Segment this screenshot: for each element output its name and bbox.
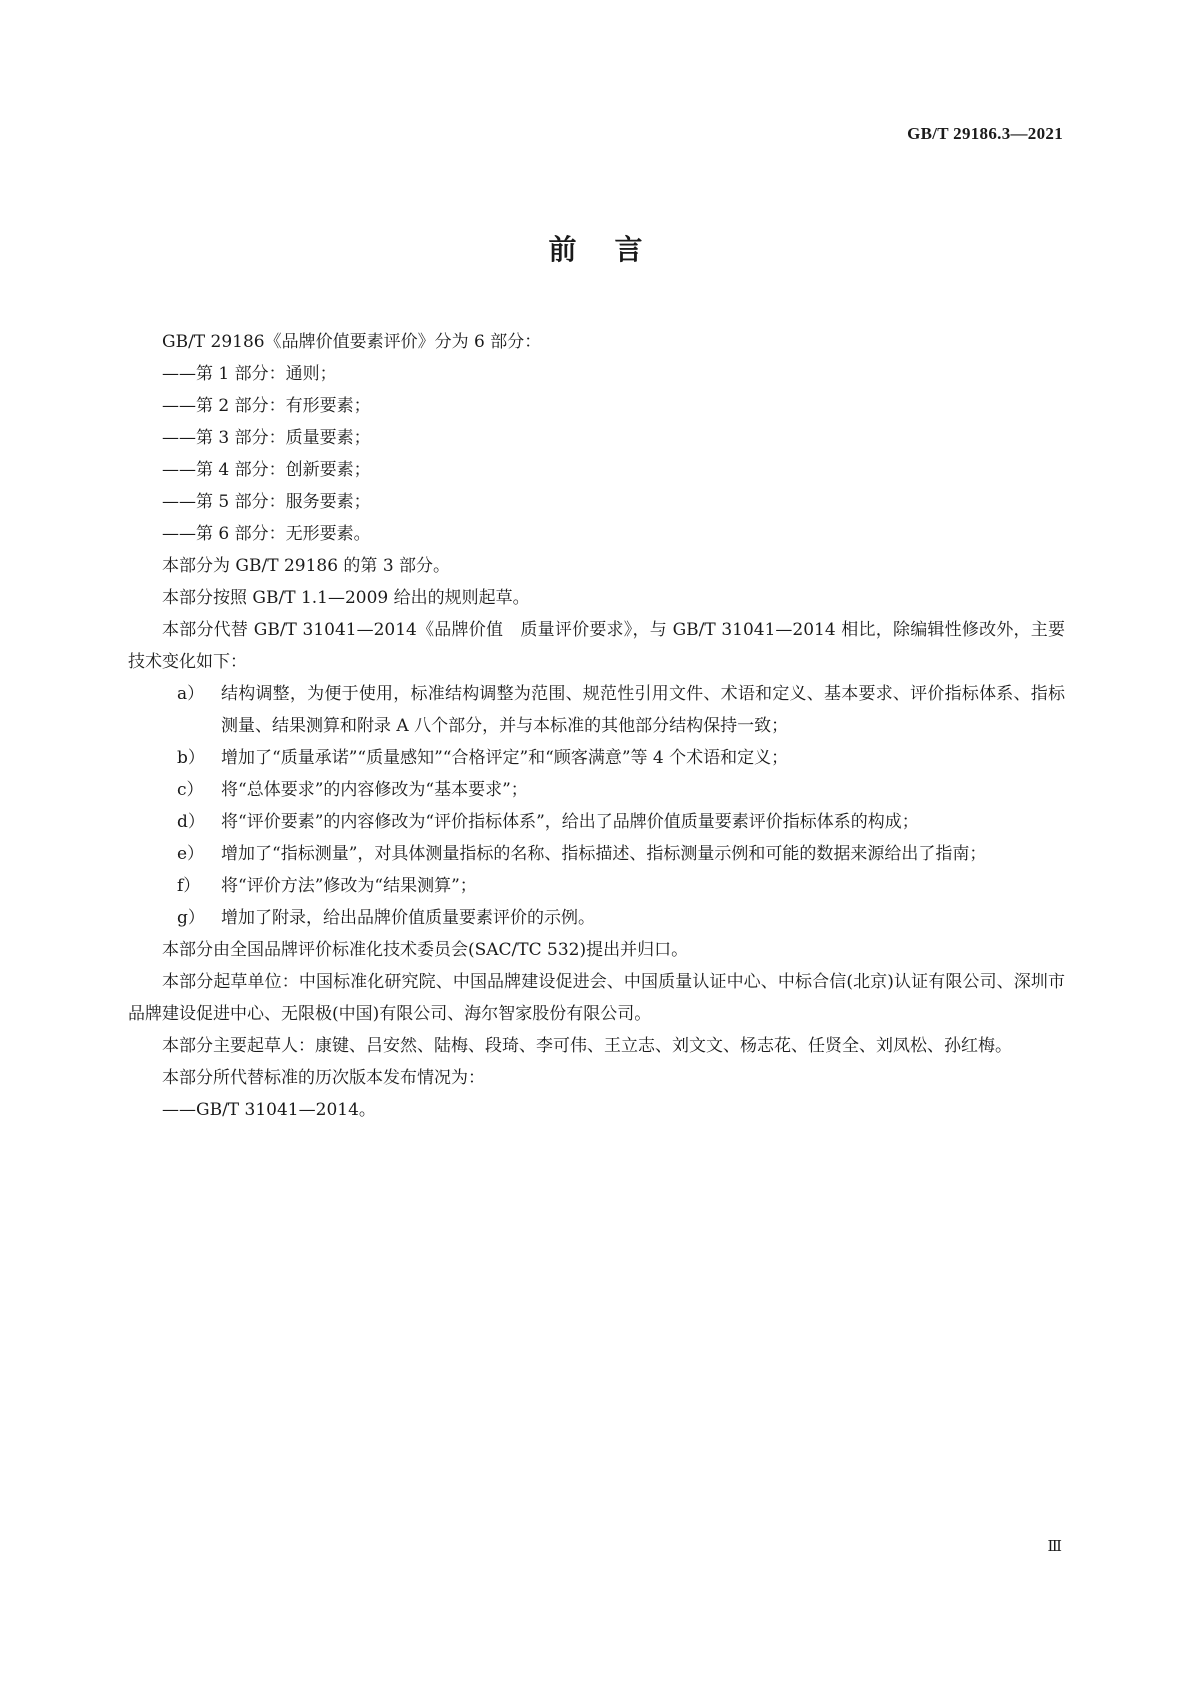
history-list-item: ——GB/T 31041—2014。 [162, 1100, 376, 1120]
foreword-body [128, 326, 1065, 1126]
part-list-item: ——第 4 部分：创新要素； [162, 460, 371, 480]
this-part-paragraph: 本部分为 GB/T 29186 的第 3 部分。 [162, 556, 451, 576]
change-list-item [128, 870, 1065, 902]
change-marker: b） [177, 748, 205, 768]
part-list-item: ——第 2 部分：有形要素； [162, 396, 371, 416]
change-list-item [128, 806, 1065, 838]
change-list-item [128, 774, 1065, 806]
change-marker: f） [177, 876, 201, 896]
change-text: 将“评价要素”的内容修改为“评价指标体系”，给出了品牌价值质量要素评价指标体系的构成； [221, 812, 919, 832]
change-list-item [128, 742, 1065, 774]
change-text: 将“评价方法”修改为“结果测算”； [221, 876, 477, 896]
part-list-item: ——第 3 部分：质量要素； [162, 428, 371, 448]
change-list-item [128, 902, 1065, 934]
change-marker: a） [177, 684, 205, 704]
change-text: 增加了附录，给出品牌价值质量要素评价的示例。 [221, 908, 595, 928]
page-number: Ⅲ [1047, 1539, 1062, 1555]
change-text: 结构调整，为便于使用，标准结构调整为范围、规范性引用文件、术语和定义、基本要求、评价指标体系、指标测量、结果测算和附录 A 八个部分，并与本标准的其他部分结构保持一致； [221, 684, 1065, 736]
part-list-item: ——第 6 部分：无形要素。 [162, 524, 371, 544]
drafters-paragraph: 本部分主要起草人：康键、吕安然、陆梅、段琦、李可伟、王立志、刘文文、杨志花、任贤全、刘凤松、孙红梅。 [162, 1036, 1012, 1056]
change-marker: d） [177, 812, 205, 832]
drafting-rule-paragraph: 本部分按照 GB/T 1.1—2009 给出的规则起草。 [162, 588, 530, 608]
change-text: 增加了“指标测量”，对具体测量指标的名称、指标描述、指标测量示例和可能的数据来源给出了指南； [221, 844, 987, 864]
history-intro-paragraph: 本部分所代替标准的历次版本发布情况为： [162, 1068, 485, 1088]
intro-paragraph: GB/T 29186《品牌价值要素评价》分为 6 部分： [162, 332, 542, 352]
change-list-item [128, 678, 1065, 742]
change-marker: c） [177, 780, 204, 800]
drafting-units-paragraph: 本部分起草单位：中国标准化研究院、中国品牌建设促进会、中国质量认证中心、中标合信(北京)认证有限公司、深圳市品牌建设促进中心、无限极(中国)有限公司、海尔智家股份有限公司。 [128, 972, 1065, 1024]
standard-code: GB/T 29186.3—2021 [907, 124, 1063, 143]
change-list-item [128, 838, 1065, 870]
proposed-by-paragraph: 本部分由全国品牌评价标准化技术委员会(SAC/TC 532)提出并归口。 [162, 940, 689, 960]
part-list-item: ——第 5 部分：服务要素； [162, 492, 371, 512]
change-text: 增加了“质量承诺”“质量感知”“合格评定”和“顾客满意”等 4 个术语和定义； [221, 748, 789, 768]
change-marker: g） [177, 908, 205, 928]
part-list-item: ——第 1 部分：通则； [162, 364, 337, 384]
change-marker: e） [177, 844, 205, 864]
change-text: 将“总体要求”的内容修改为“基本要求”； [221, 780, 528, 800]
replaces-paragraph: 本部分代替 GB/T 31041—2014《品牌价值 质量评价要求》，与 GB/T 31041—2014 相比，除编辑性修改外，主要技术变化如下： [128, 620, 1065, 672]
page-title: 前言 [548, 233, 681, 266]
